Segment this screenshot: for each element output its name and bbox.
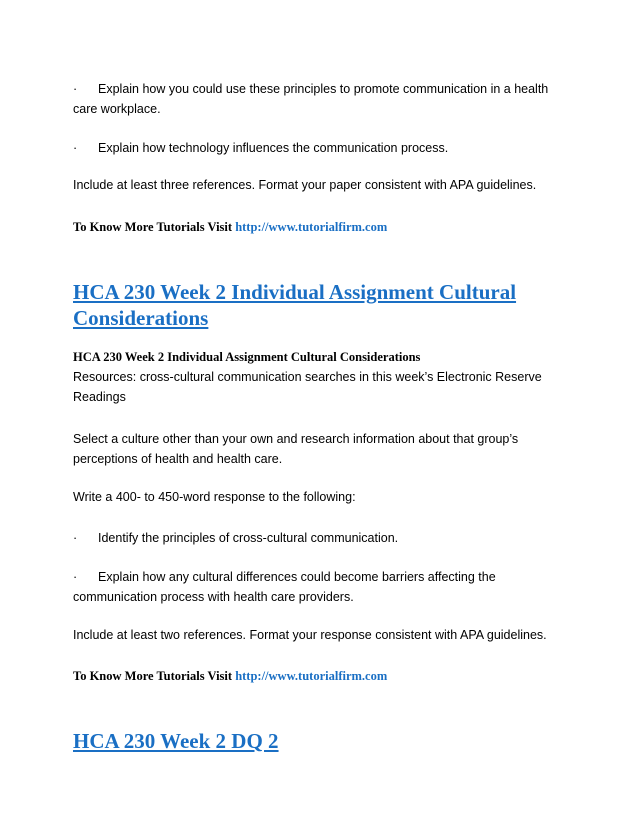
tutorial-prefix: To Know More Tutorials Visit (73, 669, 236, 683)
bullet-text: Explain how technology influences the communication process. (98, 141, 449, 155)
bullet-item (73, 138, 563, 158)
tutorial-prefix: To Know More Tutorials Visit (73, 220, 236, 234)
tutorial-link[interactable]: http://www.tutorialfirm.com (235, 669, 388, 683)
bullet-item (73, 567, 563, 607)
bullet-item (73, 79, 563, 119)
tutorial-line (73, 217, 563, 237)
tutorial-link[interactable]: http://www.tutorialfirm.com (235, 220, 388, 234)
bullet-marker: · (73, 531, 78, 545)
bullet-marker: · (73, 141, 78, 155)
section-subheading: HCA 230 Week 2 Individual Assignment Cultural Considerations (73, 350, 421, 364)
bullet-text: Explain how any cultural differences could become barriers affecting the communication process with health care providers. (73, 570, 496, 604)
references-text: Include at least three references. Format your paper consistent with APA guidelines. (73, 178, 537, 192)
section-heading: HCA 230 Week 2 Individual Assignment Cultural Considerations (73, 280, 517, 330)
resources-text: Resources: cross-cultural communication searches in this week’s Electronic Reserve Readings (73, 370, 542, 404)
select-text: Select a culture other than your own and research information about that group’s perceptions of health and health care. (73, 432, 519, 466)
tutorial-line (73, 666, 563, 686)
bullet-text: Identify the principles of cross-cultural communication. (98, 531, 399, 545)
bullet-marker: · (73, 82, 78, 96)
section-heading: HCA 230 Week 2 DQ 2 (73, 729, 279, 753)
references-text: Include at least two references. Format your response consistent with APA guidelines. (73, 628, 547, 642)
write-text: Write a 400- to 450-word response to the following: (73, 490, 356, 504)
bullet-item (73, 528, 563, 548)
bullet-marker: · (73, 570, 78, 584)
bullet-text: Explain how you could use these principles to promote communication in a health care workplace. (73, 82, 549, 116)
